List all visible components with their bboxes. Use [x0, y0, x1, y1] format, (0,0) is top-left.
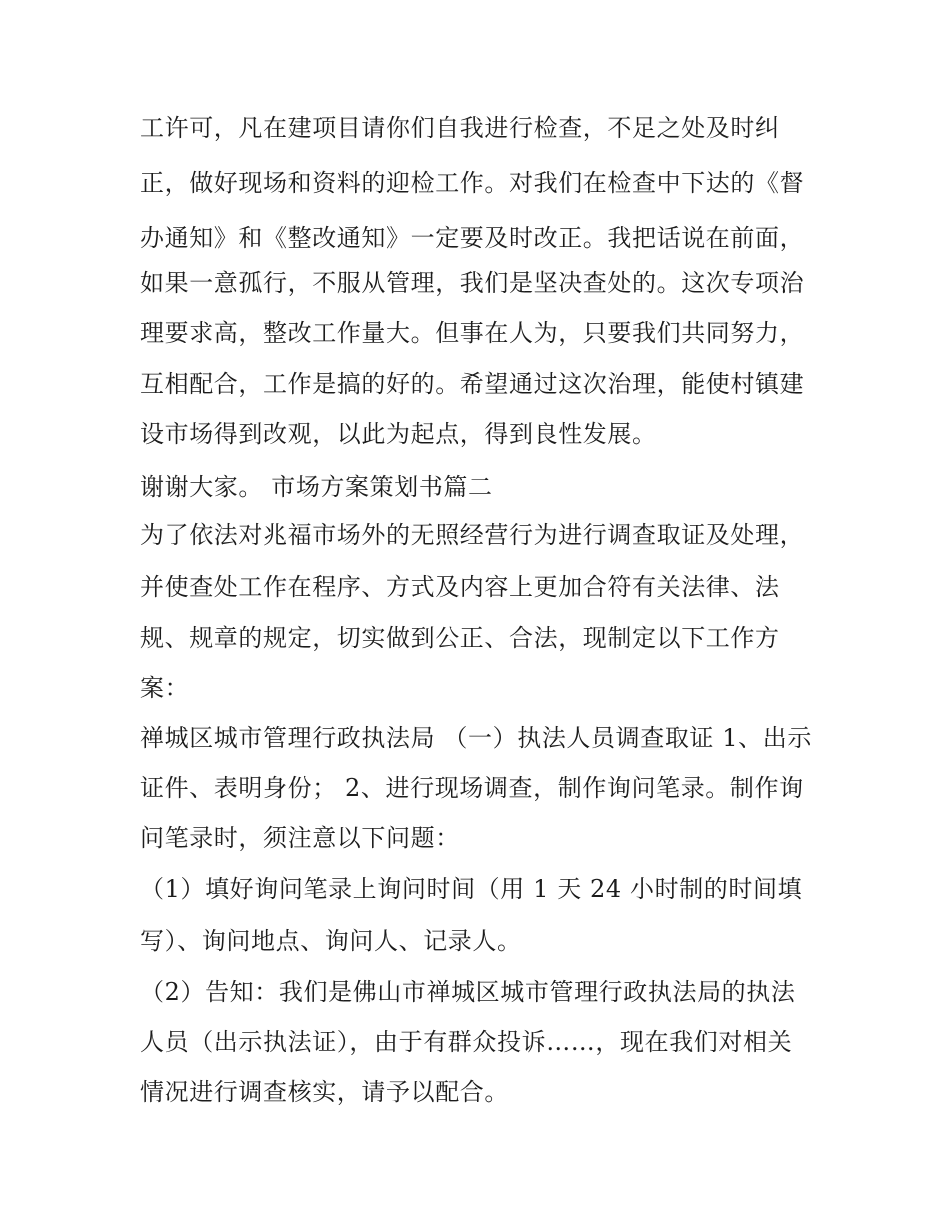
text-line: 如果一意孤行，不服从管理，我们是坚决查处的。这次专项治	[140, 269, 805, 297]
text-line: 案：	[140, 674, 190, 702]
text-line: 人员（出示执法证），由于有群众投诉……，现在我们对相关	[140, 1028, 793, 1056]
text-line: 办通知》和《整改通知》一定要及时改正。我把话说在前面，	[140, 224, 805, 252]
text-line: 为了依法对兆福市场外的无照经营行为进行调查取证及处理，	[140, 521, 805, 549]
text-line: 互相配合，工作是搞的好的。希望通过这次治理，能使村镇建	[140, 370, 805, 398]
text-line: 规、规章的规定，切实做到公正、合法，现制定以下工作方	[140, 624, 780, 652]
text-line: 工许可，凡在建项目请你们自我进行检查，不足之处及时纠	[140, 114, 780, 142]
text-line: 禅城区城市管理行政执法局 （一）执法人员调查取证 1、出示	[140, 724, 812, 752]
text-line: 证件、表明身份； 2、进行现场调查，制作询问笔录。制作询	[140, 774, 804, 802]
text-line: 设市场得到改观，以此为起点，得到良性发展。	[140, 420, 657, 448]
text-line: （1）填好询问笔录上询问时间（用 1 天 24 小时制的时间填	[140, 875, 803, 903]
text-line: 正，做好现场和资料的迎检工作。对我们在检查中下达的《督	[140, 169, 805, 197]
text-line: 问笔录时，须注意以下问题：	[140, 824, 460, 852]
text-line: 情况进行调查核实，请予以配合。	[140, 1078, 509, 1106]
text-line: 并使查处工作在程序、方式及内容上更加合符有关法律、法	[140, 573, 780, 601]
text-line: 理要求高，整改工作量大。但事在人为，只要我们共同努力，	[140, 319, 805, 347]
text-line: 写）、询问地点、询问人、记录人。	[140, 927, 522, 955]
text-line: （2）告知：我们是佛山市禅城区城市管理行政执法局的执法	[140, 978, 796, 1006]
section-heading: 谢谢大家。 市场方案策划书篇二	[140, 473, 493, 501]
